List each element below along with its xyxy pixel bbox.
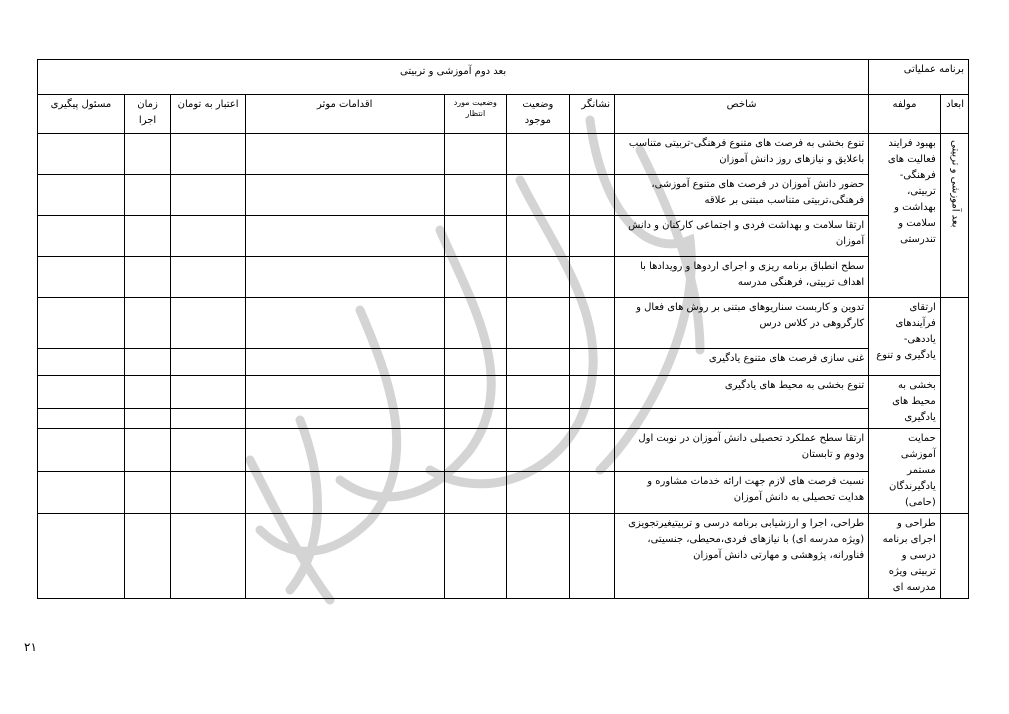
indicator-9: نسبت فرصت های لازم جهت ارائه خدمات مشاوره و هدایت تحصیلی به دانش آموزان <box>615 471 869 514</box>
col-expected-status: وضعیت مورد انتظار <box>444 95 507 134</box>
col-dimension: ابعاد <box>940 95 968 134</box>
component-4: حمایت آموزشی مستمر یادگیرندگان (حامی) <box>869 429 941 514</box>
page-number: ۲۱ <box>24 640 37 654</box>
indicator-3: ارتقا سلامت و بهداشت فردی و اجتماعی کارکنان و دانش آموزان <box>615 216 869 257</box>
col-marker: نشانگر <box>569 95 614 134</box>
col-current-status: وضعیت موجود <box>507 95 570 134</box>
col-responsible: مسئول پیگیری <box>38 95 125 134</box>
dimension-cell <box>940 134 968 298</box>
indicator-6: غنی سازی فرصت های متنوع یادگیری <box>615 349 869 376</box>
component-5: طراحی و اجرای برنامه درسی و تربیتی ویژه مدرسه ای <box>869 514 941 599</box>
col-indicator: شاخص <box>615 95 869 134</box>
indicator-5: تدوین و کاربست سناریوهای مبتنی بر روش های فعال و کارگروهی در کلاس درس <box>615 298 869 349</box>
program-label: برنامه عملیاتی <box>869 60 969 95</box>
indicator-1: تنوع بخشی به فرصت های متنوع فرهنگی-تربیتی متناسب باعلایق و نیازهای روز دانش آموزان <box>615 134 869 175</box>
indicator-10: طراحی، اجرا و ارزشیابی برنامه درسی و تربیتیغیرتجویزی (ویژه مدرسه ای) با نیازهای فردی،محیطی، جنسیتی، فناورانه، پژوهشی و مهارتی دانش آموزان <box>615 514 869 599</box>
indicator-8: ارتقا سطح عملکرد تحصیلی دانش آموزان در نوبت اول ودوم و تابستان <box>615 429 869 472</box>
component-3: بخشی به محیط های یادگیری <box>869 376 941 429</box>
indicator-7: تنوع بخشی به محیط های یادگیری <box>615 376 869 409</box>
component-1: بهبود فرایند فعالیت های فرهنگی- تربیتی، بهداشت و سلامت و تندرستی <box>869 134 941 298</box>
page-title: بعد دوم آموزشی و تربیتی <box>38 60 869 95</box>
indicator-2: حضور دانش آموزان در فرصت های متنوع آموزشی، فرهنگی،تربیتی متناسب مبتنی بر علاقه <box>615 175 869 216</box>
indicator-4: سطح انطباق برنامه ریزی و اجرای اردوها و رویدادها با اهداف تربیتی، فرهنگی مدرسه <box>615 257 869 298</box>
component-2: ارتقای فرآیندهای یاددهی- یادگیری و تنوع <box>869 298 941 376</box>
col-component: مولفه <box>869 95 941 134</box>
col-budget: اعتبار به تومان <box>171 95 246 134</box>
col-actions: اقدامات موثر <box>245 95 444 134</box>
dimension-vertical-label: بعد آموزشی و تربیتی <box>949 140 961 228</box>
operational-plan-table <box>37 59 969 599</box>
col-time: زمان اجرا <box>124 95 170 134</box>
